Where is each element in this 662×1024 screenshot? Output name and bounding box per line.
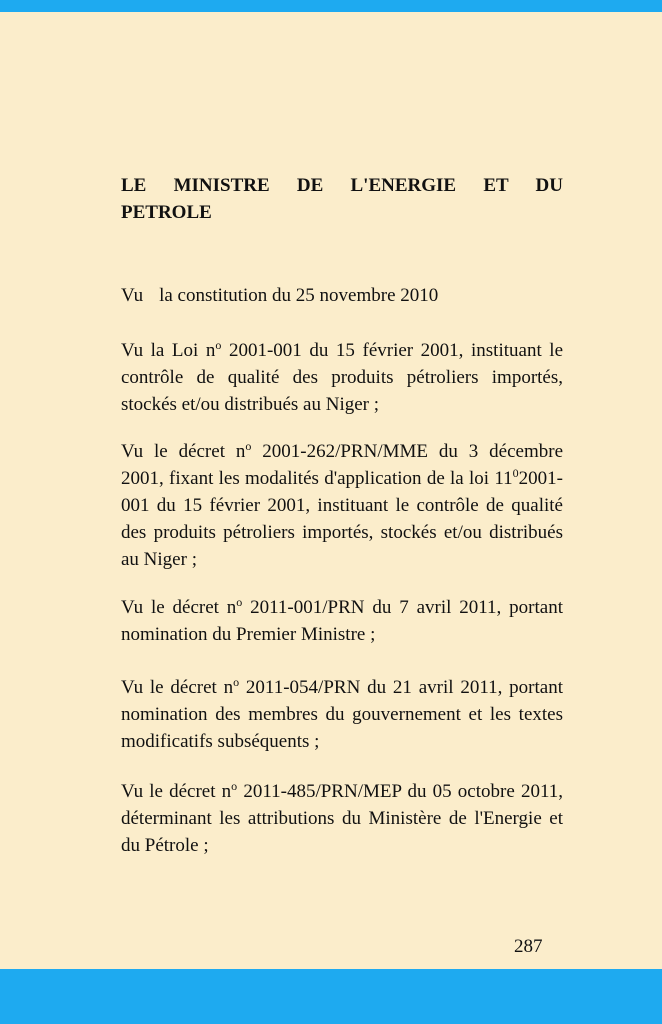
paragraph-constitution [121, 282, 563, 309]
superscript: o [245, 439, 252, 453]
bottom-bar [0, 969, 662, 1024]
text-part: Vu la Loi n [121, 340, 216, 361]
page-number: 287 [514, 936, 543, 957]
title-line-1: LE MINISTRE DE L'ENERGIE ET DU [121, 175, 563, 196]
text-part: Vu le décret n [121, 781, 232, 802]
text-part: 2011-485/PRN/MEP du 05 octobre 2011, déterminant les attributions du Ministère de l'Energie et du Pétrole ; [121, 781, 563, 856]
text-part: Vu le décret n [121, 597, 237, 618]
paragraph-decret-2011-054 [121, 674, 563, 755]
superscript: o [231, 779, 238, 793]
superscript: 0 [512, 466, 519, 480]
text-part: 2001-262/PRN/MME du 3 décembre 2001, fixant les modalités d'application de la loi 11 [121, 441, 564, 489]
superscript: o [233, 675, 240, 689]
top-bar [0, 0, 662, 12]
title-line-2: PETROLE [121, 202, 212, 223]
text-part: Vu le décret n [121, 677, 234, 698]
text-part: 2011-001/PRN du 7 avril 2011, portant nomination du Premier Ministre ; [121, 597, 563, 645]
paragraph-decret-2001-262 [121, 438, 563, 573]
text-part: Vu le décret n [121, 441, 246, 462]
paragraph-decret-2011-485 [121, 778, 563, 859]
paragraph-loi-2001-001 [121, 337, 563, 418]
document-heading [121, 172, 563, 226]
paragraph-decret-2011-001 [121, 594, 563, 648]
vu-prefix: Vu [121, 285, 144, 306]
superscript: o [215, 338, 222, 352]
text-part: 2001-001 du 15 février 2001, instituant le contrôle de qualité des produits pétroliers importés, stockés et/ou distribués au Niger ; [121, 340, 563, 415]
page-title [121, 172, 563, 226]
superscript: o [236, 595, 243, 609]
paragraph-text: la constitution du 25 novembre 2010 [159, 285, 439, 306]
text-part: 2001-001 du 15 février 2001, instituant le contrôle de qualité des produits pétroliers importés, stockés et/ou distribués au Niger ; [121, 468, 563, 570]
text-part: 2011-054/PRN du 21 avril 2011, portant nomination des membres du gouvernement et les textes modificatifs subséquents ; [121, 677, 564, 752]
